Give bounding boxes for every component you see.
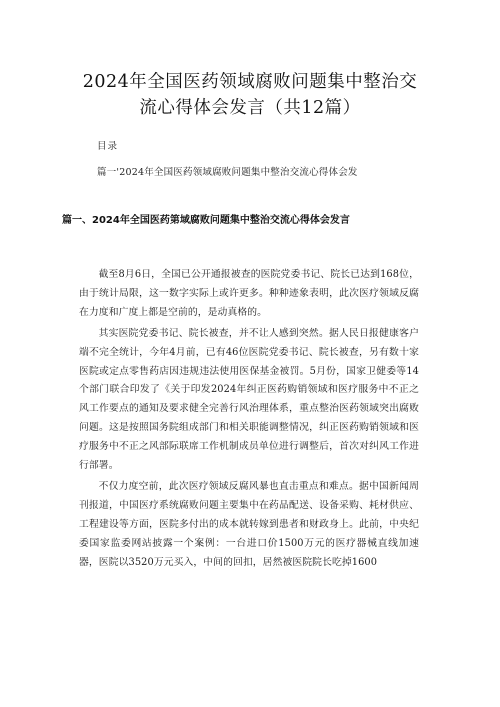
toc-item: 篇一'2024年全国医药领域腐败问题集中整治交流心得体会发 [97,167,358,178]
toc-heading: 目录 [97,141,119,152]
document-title-line-2: 流心得体会发言（共12篇） [139,98,361,118]
section-heading: 篇一、2024年全国医药第域腐败问题集中整治交流心得体会发言 [62,215,350,226]
paragraph: 其实医院党委书记、院长被查，并不让人感到突然。据人民日报健康客户端不完全统计，今年4月前，已有46位医院党委书记、院长被查，另有数十家医院或定点零售药店因违规违法使用医保基金被罚。5月份，国家卫健委等14个部门联合印发了《关于印发2024年纠正医药购销领域和医疗服务中不正之风工作要点的通知及要求健全完善行风治理体系，重点整治医药领域突出腐败问题。这是按照国务院组成部门和相关职能调整情况，纠正医药购销领域和医疗服务中不正之风部际联席工作机制成员单位进行调整后，首次对纠风工作进行部署。 [79,327,419,472]
body-text [79,266,419,573]
document-title-line-1: 2024年全国医药领域腐败问题集中整治交 [82,72,418,92]
paragraph: 不仅力度空前，此次医疗领域反腐风暴也直击重点和难点。据中国新闻周刊报道，中国医疗系统腐败问题主要集中在药品配送、设备采购、耗材供应、工程建设等方面，医院多付出的成本就转嫁到患者和财政身上。此前，中央纪委国家监委网站披露一个案例：一台进口价1500万元的医疗器械直线加速器，医院以3520万元买入，中间的回扣，居然被医院院长吃掉1600 [79,480,419,568]
paragraph: 截至8月6日，全国已公开通报被查的医院党委书记、院长已达到168位，由于统计局限，这一数字实际上或许更多。种种迹象表明，此次医疗领域反腐在力度和广度上都是空前的，是动真格的。 [79,269,419,318]
